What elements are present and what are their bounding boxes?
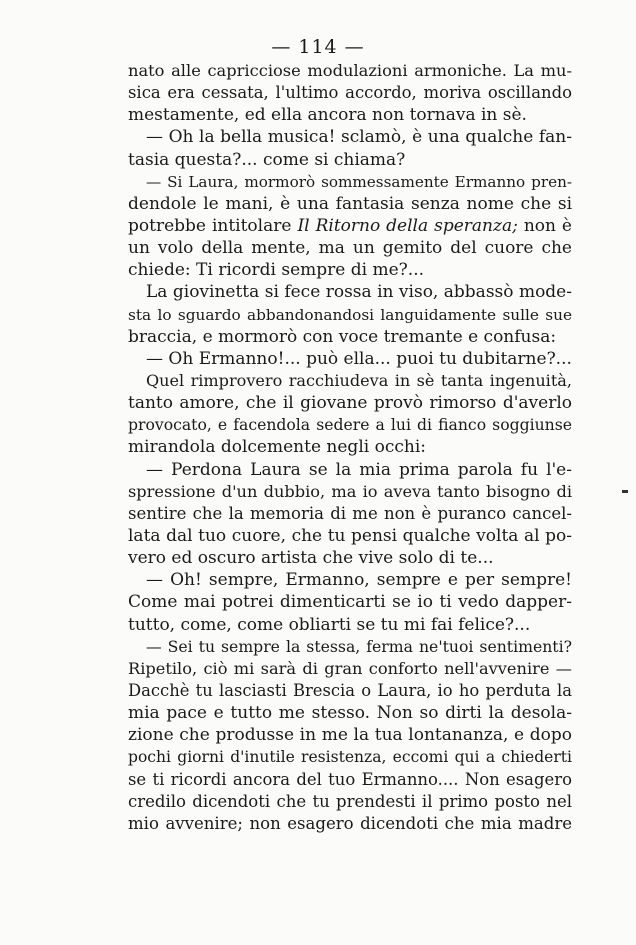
text-line: un volo della mente, ma un gemito del cuore che <box>128 238 572 259</box>
text-line: — Si Laura, mormorò sommessamente Ermanno pren- <box>146 172 572 191</box>
text-line: spressione d'un dubbio, ma io aveva tanto bisogno di <box>128 481 572 501</box>
text-line: chiede: Ti ricordi sempre di me?... <box>128 260 424 281</box>
text-line: sica era cessata, l'ultimo accordo, moriva oscillando <box>128 83 572 103</box>
text-line: sta lo sguardo abbandonandosi languidamente sulle sue <box>128 305 572 324</box>
text-line: mia pace e tutto me stesso. Non so dirti la desola- <box>128 703 572 724</box>
text-line: mio avvenire; non esagero dicendoti che mia madre <box>128 813 572 833</box>
text-line: mirandola dolcemente negli occhi: <box>128 437 426 458</box>
work-title: Il Ritorno della speranza; <box>297 215 518 236</box>
text-segment: non è <box>523 215 572 236</box>
body-text <box>128 60 572 835</box>
text-line: Come mai potrei dimenticarti se io ti vedo dapper- <box>128 592 572 613</box>
text-line: — Oh Ermanno!... può ella... puoi tu dubitarne?... <box>146 348 572 369</box>
text-line: nato alle capricciose modulazioni armoniche. La mu- <box>128 61 572 80</box>
text-line: tanto amore, che il giovane provò rimorso d'averlo <box>128 393 572 414</box>
text-line: tutto, come, come obliarti se tu mi fai felice?... <box>128 614 531 635</box>
text-line: sentire che la memoria di me non è puranco cancel- <box>128 503 572 523</box>
text-line: Ripetilo, ciò mi sarà di gran conforto nell'avvenire — <box>128 658 572 678</box>
text-line: dendole le mani, è una fantasia senza nome che si <box>128 193 572 214</box>
margin-mark <box>622 490 628 493</box>
page-number: — 114 — <box>271 36 365 58</box>
text-line: La giovinetta si fece rossa in viso, abbassò mode- <box>146 282 572 303</box>
text-line-with-title <box>128 215 572 237</box>
text-line: tasia questa?... come si chiama? <box>128 149 406 170</box>
text-line: — Oh la bella musica! sclamò, è una qualche fan- <box>146 127 572 148</box>
text-line: pochi giorni d'inutile resistenza, eccomi qui a chiederti <box>128 748 572 767</box>
text-line: provocato, e facendola sedere a lui di fianco soggiunse <box>128 415 572 435</box>
text-segment: potrebbe intitolare <box>128 215 292 236</box>
text-line: vero ed oscuro artista che vive solo di te... <box>128 548 494 569</box>
text-line: credilo dicendoti che tu prendesti il primo posto nel <box>128 791 572 811</box>
text-line: mestamente, ed ella ancora non tornava in sè. <box>128 105 527 126</box>
text-line: braccia, e mormorò con voce tremante e confusa: <box>128 326 557 347</box>
text-line: zione che produsse in me la tua lontananza, e dopo <box>128 725 572 746</box>
text-line: lata dal tuo cuore, che tu pensi qualche volta al po- <box>128 525 572 546</box>
text-line: Dacchè tu lasciasti Brescia o Laura, io ho perduta la <box>128 680 572 700</box>
text-line: — Oh! sempre, Ermanno, sempre e per sempre! <box>146 570 572 591</box>
text-line: se ti ricordi ancora del tuo Ermanno.... Non esagero <box>128 769 572 789</box>
text-line: — Sei tu sempre la stessa, ferma ne'tuoi sentimenti? <box>146 636 572 656</box>
text-line: Quel rimprovero racchiudeva in sè tanta ingenuità, <box>146 370 572 390</box>
text-line: — Perdona Laura se la mia prima parola fu l'e- <box>146 459 572 480</box>
